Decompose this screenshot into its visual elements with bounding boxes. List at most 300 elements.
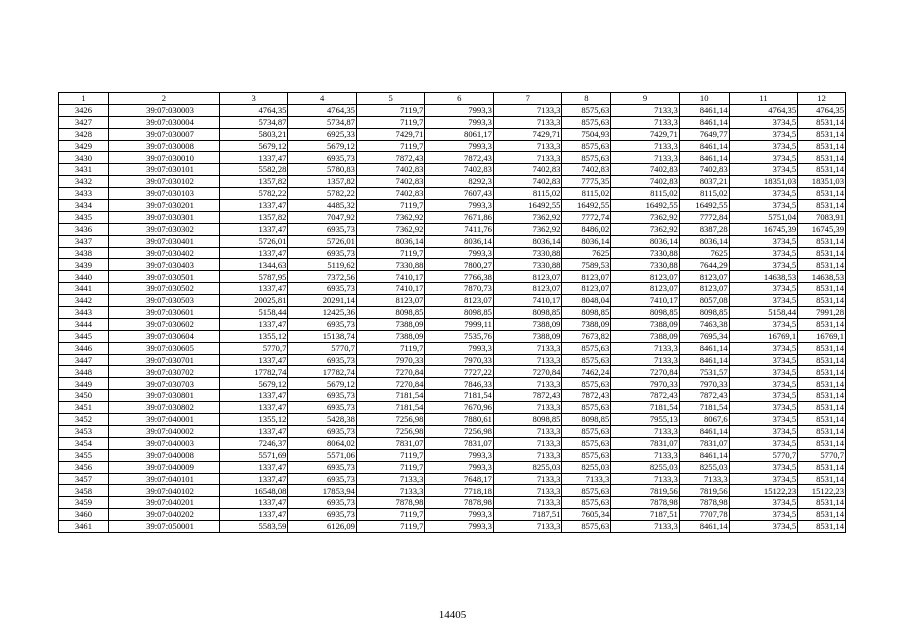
table-cell: 5679,12 <box>288 140 357 152</box>
table-cell: 8531,14 <box>798 437 846 449</box>
table-cell: 3734,5 <box>729 128 798 140</box>
table-cell: 14638,53 <box>729 271 798 283</box>
table-cell: 7133,3 <box>493 116 562 128</box>
table-row <box>59 342 846 354</box>
table-cell: 7362,92 <box>493 211 562 223</box>
table-cell: 3734,5 <box>729 461 798 473</box>
table-cell: 7181,54 <box>425 390 494 402</box>
table-row <box>59 152 846 164</box>
table-cell: 5780,83 <box>288 164 357 176</box>
table-cell: 8461,14 <box>679 116 729 128</box>
table-cell: 1357,82 <box>288 176 357 188</box>
table-row <box>59 295 846 307</box>
table-cell: 39:07:030701 <box>108 354 219 366</box>
table-cell: 39:07:030601 <box>108 307 219 319</box>
table-cell: 7410,17 <box>356 271 425 283</box>
table-cell: 8123,07 <box>425 295 494 307</box>
table-cell: 8531,14 <box>798 200 846 212</box>
table-cell: 7181,54 <box>611 402 680 414</box>
table-cell: 8255,03 <box>679 461 729 473</box>
table-cell: 8123,07 <box>679 283 729 295</box>
table-cell: 8486,02 <box>562 223 611 235</box>
table-cell: 7330,88 <box>356 259 425 271</box>
table-cell: 6935,73 <box>288 223 357 235</box>
table-cell: 8255,03 <box>611 461 680 473</box>
table-cell: 7402,83 <box>493 176 562 188</box>
table-cell: 7993,3 <box>425 140 494 152</box>
table-cell: 6935,73 <box>288 247 357 259</box>
table-cell: 8048,04 <box>562 295 611 307</box>
table-cell: 8575,63 <box>562 437 611 449</box>
table-cell: 8575,63 <box>562 425 611 437</box>
table-cell: 5583,59 <box>219 521 288 533</box>
table-cell: 39:07:030604 <box>108 330 219 342</box>
table-cell: 1337,47 <box>219 354 288 366</box>
table-cell: 7388,09 <box>356 318 425 330</box>
table-cell: 7256,98 <box>356 425 425 437</box>
table-cell: 1337,47 <box>219 461 288 473</box>
table-cell: 3442 <box>59 295 109 307</box>
table-cell: 8036,14 <box>679 235 729 247</box>
table-cell: 8575,63 <box>562 378 611 390</box>
table-cell: 12425,36 <box>288 307 357 319</box>
table-cell: 8575,63 <box>562 152 611 164</box>
table-cell: 5119,62 <box>288 259 357 271</box>
table-cell: 7270,84 <box>356 366 425 378</box>
table-cell: 3438 <box>59 247 109 259</box>
table-cell: 6935,73 <box>288 509 357 521</box>
table-row <box>59 378 846 390</box>
table-cell: 3452 <box>59 414 109 426</box>
table-cell: 15122,23 <box>798 485 846 497</box>
table-cell: 7429,71 <box>493 128 562 140</box>
table-cell: 3429 <box>59 140 109 152</box>
column-header: 5 <box>356 93 425 105</box>
table-cell: 7133,3 <box>493 473 562 485</box>
table-cell: 7133,3 <box>493 342 562 354</box>
table-cell: 8531,14 <box>798 473 846 485</box>
table-cell: 8098,85 <box>562 414 611 426</box>
table-cell: 7119,7 <box>356 140 425 152</box>
table-cell: 3734,5 <box>729 497 798 509</box>
table-cell: 7181,54 <box>356 390 425 402</box>
table-cell: 7133,3 <box>611 152 680 164</box>
table-cell: 8531,14 <box>798 509 846 521</box>
table-cell: 3437 <box>59 235 109 247</box>
table-cell: 1344,63 <box>219 259 288 271</box>
table-cell: 5770,7 <box>729 449 798 461</box>
table-cell: 7402,83 <box>356 176 425 188</box>
table-cell: 8531,14 <box>798 497 846 509</box>
table-row <box>59 354 846 366</box>
table-cell: 3449 <box>59 378 109 390</box>
table-cell: 16745,39 <box>798 223 846 235</box>
table-cell: 7993,3 <box>425 200 494 212</box>
table-cell: 8575,63 <box>562 402 611 414</box>
table-cell: 7133,3 <box>493 152 562 164</box>
table-cell: 39:07:030802 <box>108 402 219 414</box>
table-cell: 8123,07 <box>562 271 611 283</box>
table-row <box>59 188 846 200</box>
table-cell: 7970,33 <box>611 378 680 390</box>
table-cell: 8575,63 <box>562 342 611 354</box>
table-cell: 5782,22 <box>219 188 288 200</box>
table-cell: 17782,74 <box>288 366 357 378</box>
table-cell: 8036,14 <box>356 235 425 247</box>
table-cell: 7831,07 <box>611 437 680 449</box>
page-number: 14405 <box>438 609 467 621</box>
table-cell: 7402,83 <box>611 176 680 188</box>
table-cell: 7388,09 <box>611 330 680 342</box>
table-cell: 17853,94 <box>288 485 357 497</box>
table-cell: 7372,56 <box>288 271 357 283</box>
table-cell: 8531,14 <box>798 140 846 152</box>
table-cell: 7993,3 <box>425 461 494 473</box>
table-cell: 7695,34 <box>679 330 729 342</box>
table-cell: 3734,5 <box>729 200 798 212</box>
table-cell: 5787,95 <box>219 271 288 283</box>
table-row <box>59 211 846 223</box>
table-cell: 5571,69 <box>219 449 288 461</box>
table-cell: 3734,5 <box>729 402 798 414</box>
table-cell: 6935,73 <box>288 318 357 330</box>
table-cell: 39:07:030301 <box>108 211 219 223</box>
table-cell: 4764,35 <box>798 104 846 116</box>
table-cell: 8531,14 <box>798 378 846 390</box>
table-row <box>59 509 846 521</box>
table-cell: 7411,76 <box>425 223 494 235</box>
table-cell: 3431 <box>59 164 109 176</box>
table-row <box>59 318 846 330</box>
table-cell: 7649,77 <box>679 128 729 140</box>
table-cell: 8461,14 <box>679 104 729 116</box>
table-cell: 3734,5 <box>729 295 798 307</box>
table-cell: 8531,14 <box>798 318 846 330</box>
table-cell: 7718,18 <box>425 485 494 497</box>
table-cell: 8461,14 <box>679 354 729 366</box>
table-cell: 7880,61 <box>425 414 494 426</box>
table-cell: 8115,02 <box>562 188 611 200</box>
table-row <box>59 128 846 140</box>
table-cell: 7270,84 <box>611 366 680 378</box>
table-cell: 8123,07 <box>493 283 562 295</box>
table-cell: 7133,3 <box>493 449 562 461</box>
table-cell: 7878,98 <box>425 497 494 509</box>
table-cell: 5782,22 <box>288 188 357 200</box>
table-cell: 7181,54 <box>679 402 729 414</box>
table-cell: 39:07:030801 <box>108 390 219 402</box>
table-cell: 7402,83 <box>356 188 425 200</box>
table-cell: 39:07:040001 <box>108 414 219 426</box>
table-cell: 7330,88 <box>493 247 562 259</box>
table-cell: 39:07:030007 <box>108 128 219 140</box>
table-cell: 3734,5 <box>729 378 798 390</box>
table-cell: 3430 <box>59 152 109 164</box>
table-cell: 7133,3 <box>611 104 680 116</box>
table-cell: 8461,14 <box>679 152 729 164</box>
table-cell: 39:07:030502 <box>108 283 219 295</box>
table-cell: 7181,54 <box>356 402 425 414</box>
table-cell: 8575,63 <box>562 104 611 116</box>
table-cell: 8061,17 <box>425 128 494 140</box>
column-header: 8 <box>562 93 611 105</box>
table-cell: 39:07:030703 <box>108 378 219 390</box>
table-cell: 8123,07 <box>679 271 729 283</box>
table-cell: 8123,07 <box>493 271 562 283</box>
table-cell: 39:07:030010 <box>108 152 219 164</box>
table-cell: 7133,3 <box>493 485 562 497</box>
table-cell: 7256,98 <box>425 425 494 437</box>
table-cell: 1337,47 <box>219 247 288 259</box>
table-cell: 6935,73 <box>288 354 357 366</box>
table-cell: 3444 <box>59 318 109 330</box>
table-cell: 7878,98 <box>356 497 425 509</box>
table-cell: 8057,08 <box>679 295 729 307</box>
table-cell: 8531,14 <box>798 390 846 402</box>
table-cell: 3734,5 <box>729 235 798 247</box>
table-cell: 6935,73 <box>288 425 357 437</box>
table-cell: 3428 <box>59 128 109 140</box>
table-cell: 1337,47 <box>219 223 288 235</box>
table-cell: 3734,5 <box>729 509 798 521</box>
table-cell: 3446 <box>59 342 109 354</box>
table-cell: 7429,71 <box>611 128 680 140</box>
table-cell: 39:07:030102 <box>108 176 219 188</box>
table-cell: 7246,37 <box>219 437 288 449</box>
table-cell: 16745,39 <box>729 223 798 235</box>
table-cell: 39:07:040201 <box>108 497 219 509</box>
table-cell: 8531,14 <box>798 414 846 426</box>
table-cell: 8461,14 <box>679 140 729 152</box>
table-cell: 7999,11 <box>425 318 494 330</box>
table-cell: 3435 <box>59 211 109 223</box>
column-header: 6 <box>425 93 494 105</box>
table-cell: 7402,83 <box>679 164 729 176</box>
table-cell: 3734,5 <box>729 259 798 271</box>
table-cell: 4764,35 <box>219 104 288 116</box>
table-cell: 3458 <box>59 485 109 497</box>
table-cell: 8098,85 <box>562 307 611 319</box>
table-cell: 8123,07 <box>562 283 611 295</box>
table-cell: 8098,85 <box>679 307 729 319</box>
table-cell: 39:07:040002 <box>108 425 219 437</box>
table-cell: 3734,5 <box>729 366 798 378</box>
table-cell: 7872,43 <box>493 390 562 402</box>
table-cell: 7362,92 <box>611 211 680 223</box>
column-header: 7 <box>493 93 562 105</box>
table-row <box>59 307 846 319</box>
table-cell: 8115,02 <box>679 188 729 200</box>
table-cell: 7993,3 <box>425 521 494 533</box>
table-cell: 4764,35 <box>729 104 798 116</box>
table-cell: 3734,5 <box>729 521 798 533</box>
table-cell: 7991,28 <box>798 307 846 319</box>
table-cell: 7402,83 <box>493 164 562 176</box>
table-cell: 7819,56 <box>611 485 680 497</box>
table-cell: 3432 <box>59 176 109 188</box>
table-cell: 3734,5 <box>729 390 798 402</box>
table-cell: 7133,3 <box>611 521 680 533</box>
table-cell: 1337,47 <box>219 318 288 330</box>
table-cell: 16492,55 <box>562 200 611 212</box>
table-cell: 8531,14 <box>798 259 846 271</box>
table-cell: 3443 <box>59 307 109 319</box>
table-cell: 3734,5 <box>729 247 798 259</box>
table-cell: 7410,17 <box>356 283 425 295</box>
table-cell: 3734,5 <box>729 437 798 449</box>
table-cell: 1337,47 <box>219 283 288 295</box>
column-header: 10 <box>679 93 729 105</box>
table-cell: 3734,5 <box>729 318 798 330</box>
table-row <box>59 164 846 176</box>
table-row <box>59 140 846 152</box>
table-cell: 7133,3 <box>493 402 562 414</box>
table-cell: 39:07:030403 <box>108 259 219 271</box>
table-cell: 7878,98 <box>611 497 680 509</box>
table-cell: 7410,17 <box>493 295 562 307</box>
table-cell: 1337,47 <box>219 509 288 521</box>
table-cell: 8575,63 <box>562 485 611 497</box>
table-cell: 7133,3 <box>493 497 562 509</box>
table-row <box>59 200 846 212</box>
table-cell: 7970,33 <box>425 354 494 366</box>
table-cell: 7993,3 <box>425 247 494 259</box>
table-cell: 7970,33 <box>679 378 729 390</box>
table-cell: 39:07:040008 <box>108 449 219 461</box>
table-cell: 3447 <box>59 354 109 366</box>
table-cell: 7772,84 <box>679 211 729 223</box>
table-cell: 7133,3 <box>611 116 680 128</box>
table-cell: 3436 <box>59 223 109 235</box>
table-cell: 7187,51 <box>493 509 562 521</box>
table-cell: 3426 <box>59 104 109 116</box>
table-cell: 5770,7 <box>219 342 288 354</box>
table-cell: 8037,21 <box>679 176 729 188</box>
data-table <box>58 92 846 533</box>
table-cell: 16769,1 <box>798 330 846 342</box>
table-row <box>59 330 846 342</box>
table-cell: 5428,38 <box>288 414 357 426</box>
table-cell: 1337,47 <box>219 152 288 164</box>
table-cell: 1337,47 <box>219 473 288 485</box>
table-cell: 7330,88 <box>493 259 562 271</box>
table-cell: 6935,73 <box>288 152 357 164</box>
table-cell: 3448 <box>59 366 109 378</box>
table-cell: 7671,86 <box>425 211 494 223</box>
table-cell: 39:07:030003 <box>108 104 219 116</box>
table-cell: 8036,14 <box>562 235 611 247</box>
table-cell: 8098,85 <box>493 307 562 319</box>
table-row <box>59 402 846 414</box>
table-cell: 7133,3 <box>493 104 562 116</box>
table-cell: 15122,23 <box>729 485 798 497</box>
table-cell: 7133,3 <box>493 378 562 390</box>
table-row <box>59 116 846 128</box>
table-cell: 39:07:030605 <box>108 342 219 354</box>
table-cell: 5679,12 <box>219 378 288 390</box>
table-cell: 7119,7 <box>356 461 425 473</box>
table-cell: 7119,7 <box>356 116 425 128</box>
table-cell: 4764,35 <box>288 104 357 116</box>
table-cell: 3439 <box>59 259 109 271</box>
table-cell: 39:07:030103 <box>108 188 219 200</box>
table-cell: 7831,07 <box>425 437 494 449</box>
table-cell: 39:07:040003 <box>108 437 219 449</box>
column-header: 12 <box>798 93 846 105</box>
table-cell: 1355,12 <box>219 330 288 342</box>
table-row <box>59 521 846 533</box>
column-header: 1 <box>59 93 109 105</box>
table-row <box>59 247 846 259</box>
table-cell: 8036,14 <box>493 235 562 247</box>
table-cell: 8531,14 <box>798 342 846 354</box>
table-row <box>59 176 846 188</box>
table-cell: 7955,13 <box>611 414 680 426</box>
table-cell: 8531,14 <box>798 425 846 437</box>
table-cell: 7993,3 <box>425 104 494 116</box>
table-cell: 6935,73 <box>288 473 357 485</box>
column-header: 9 <box>611 93 680 105</box>
table-cell: 3734,5 <box>729 140 798 152</box>
table-cell: 7872,43 <box>679 390 729 402</box>
table-row <box>59 259 846 271</box>
table-cell: 16492,55 <box>611 200 680 212</box>
table-cell: 7970,33 <box>356 354 425 366</box>
table-cell: 3734,5 <box>729 188 798 200</box>
table-cell: 7625 <box>562 247 611 259</box>
table-cell: 7993,3 <box>425 509 494 521</box>
table-cell: 7187,51 <box>611 509 680 521</box>
table-cell: 39:07:030402 <box>108 247 219 259</box>
table-cell: 39:07:040202 <box>108 509 219 521</box>
table-cell: 8531,14 <box>798 128 846 140</box>
table-cell: 8531,14 <box>798 295 846 307</box>
table-cell: 15138,74 <box>288 330 357 342</box>
table-cell: 7119,7 <box>356 342 425 354</box>
table-row <box>59 271 846 283</box>
table-cell: 8461,14 <box>679 342 729 354</box>
header-row <box>59 93 846 105</box>
table-cell: 8098,85 <box>356 307 425 319</box>
table-cell: 3734,5 <box>729 425 798 437</box>
table-cell: 3734,5 <box>729 283 798 295</box>
table-cell: 8255,03 <box>562 461 611 473</box>
table-cell: 8461,14 <box>679 449 729 461</box>
table-row <box>59 223 846 235</box>
table-cell: 8036,14 <box>611 235 680 247</box>
table-cell: 7504,93 <box>562 128 611 140</box>
table-cell: 7270,84 <box>356 378 425 390</box>
table-cell: 7429,71 <box>356 128 425 140</box>
table-cell: 6935,73 <box>288 390 357 402</box>
table-cell: 7119,7 <box>356 200 425 212</box>
table-cell: 5734,87 <box>219 116 288 128</box>
table-row <box>59 461 846 473</box>
table-cell: 39:07:030302 <box>108 223 219 235</box>
table-cell: 7993,3 <box>425 342 494 354</box>
table-cell: 16548,08 <box>219 485 288 497</box>
table-cell: 39:07:030401 <box>108 235 219 247</box>
table-cell: 7535,76 <box>425 330 494 342</box>
table-cell: 39:07:030201 <box>108 200 219 212</box>
table-row <box>59 437 846 449</box>
table-row <box>59 425 846 437</box>
table-cell: 7831,07 <box>356 437 425 449</box>
table-cell: 7772,74 <box>562 211 611 223</box>
table-row <box>59 473 846 485</box>
table-cell: 5582,28 <box>219 164 288 176</box>
table-cell: 8531,14 <box>798 247 846 259</box>
